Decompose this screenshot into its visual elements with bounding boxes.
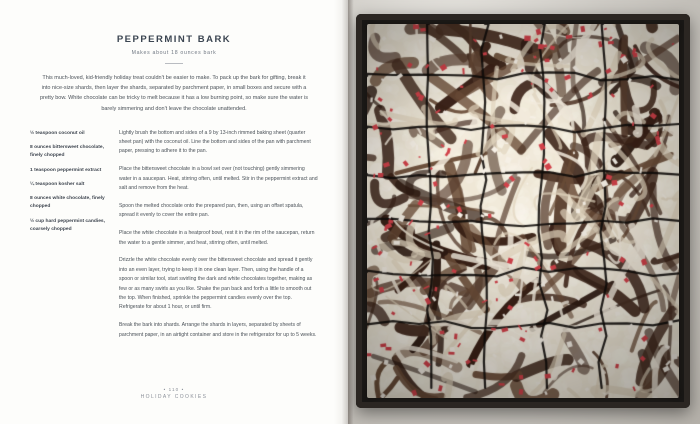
list-item: 8 ounces white chocolate, finely chopped	[30, 196, 105, 210]
recipe-intro: This much-loved, kid-friendly holiday treat couldn't be easier to make. To pack up the bark for gifting, break it into nice-size shards, then layer the shards, separated by parchment paper, in small boxes and secure with a pretty bow. White chocolate can be tricky to melt because it has a low burning point, so make sure the water is barely simmering and don't leave the chocolate unattended.	[39, 75, 309, 112]
peppermint-bark-surface	[367, 24, 679, 398]
ingredients-list	[30, 129, 108, 387]
divider-rule	[165, 63, 183, 64]
recipe-step: Lightly brush the bottom and sides of a 9 by 13-inch rimmed baking sheet (quarter sheet pan) with the coconut oil. Line the bottom and sides of the pan with parchment paper, pressing to adhere it to the pan.	[119, 129, 311, 155]
recipe-step: Place the white chocolate in a heatproof bowl, rest it in the rim of the saucepan, return the water to a gentle simmer, and heat, stirring often, until melted.	[119, 230, 315, 246]
recipe-columns	[30, 129, 318, 387]
method-steps	[119, 129, 318, 387]
recipe-step: Break the bark into shards. Arrange the shards in layers, separated by sheets of parchment paper, in an airtight container and store in the refrigerator for up to 5 weeks.	[119, 322, 317, 338]
list-item: ½ teaspoon coconut oil	[30, 130, 85, 136]
baking-pan	[356, 14, 690, 408]
bark-texture	[367, 24, 679, 398]
page-number: • 110 •	[163, 386, 185, 392]
list-item: 8 ounces bittersweet chocolate, finely chopped	[30, 145, 104, 159]
photo-page	[348, 0, 700, 424]
recipe-step: Place the bittersweet chocolate in a bowl set over (not touching) gently simmering water in a saucepan. Heat, stirring often, until melted. Stir in the peppermint extract and salt and remove from the heat.	[119, 166, 318, 192]
recipe-step: Drizzle the white chocolate evenly over the bittersweet chocolate and spread it gently into an even layer, trying to keep it in one clean layer. Then, using the handle of a spoon or similar tool, start swirling the dark and white chocolates together, making as few or as many swirls as you like. Shake the pan back and forth a little to smooth out the top. When finished, sprinkle the peppermint candies evenly over the top. Refrigerate for about 1 hour, or until firm.	[119, 257, 313, 311]
recipe-yield: Makes about 18 ounces bark	[131, 50, 217, 56]
recipe-page	[0, 0, 348, 424]
list-item: ½ cup hard peppermint candies, coarsely chopped	[30, 218, 106, 232]
list-item: ¼ teaspoon kosher salt	[30, 181, 85, 187]
page-title: PEPPERMINT BARK	[116, 34, 232, 45]
book-section-label: HOLIDAY COOKIES	[140, 394, 208, 400]
recipe-step: Spoon the melted chocolate onto the prepared pan, then, using an offset spatula, spread it evenly to cover the entire pan.	[119, 202, 304, 219]
list-item: 1 teaspoon peppermint extract	[30, 167, 102, 173]
page-footer	[30, 387, 318, 415]
